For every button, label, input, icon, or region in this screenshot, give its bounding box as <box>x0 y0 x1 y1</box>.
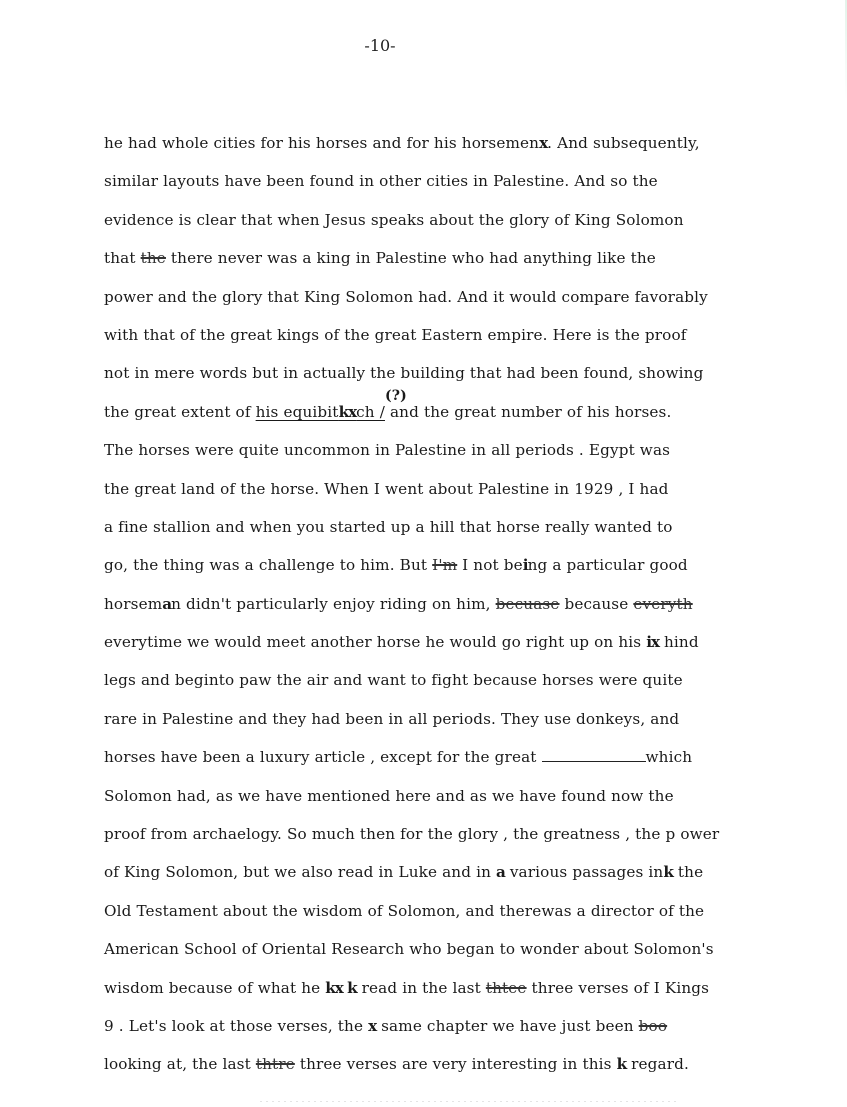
text-segment: evidence is clear that when Jesus speaks about the glory of King Solomon <box>104 210 684 229</box>
text-segment: proof from archaelogy. So much then for the glory , the greatness , the p ower <box>104 825 720 844</box>
text-segment: Solomon had, as we have mentioned here and as we have found now the <box>104 786 674 805</box>
overtyped-correction: ix <box>646 633 660 652</box>
overtyped-correction: k <box>616 1055 627 1074</box>
text-segment: same chapter we have just been <box>376 1016 639 1035</box>
text-segment: looking at, the last <box>104 1055 256 1074</box>
text-line <box>104 937 784 975</box>
text-segment: wisdom because of what he <box>104 978 326 997</box>
text-segment: American School of Oriental Research who began to wonder about Solomon's <box>104 940 714 959</box>
struck-out-text: everyth <box>633 594 693 613</box>
text-line <box>104 630 784 668</box>
text-segment: with that of the great kings of the great Eastern empire. Here is the proof <box>104 325 687 344</box>
overtyped-correction: x <box>368 1016 377 1035</box>
overtyped-correction: i <box>522 556 528 575</box>
overtyped-correction: kx k <box>325 978 357 997</box>
text-segment: horsem <box>104 594 163 613</box>
text-segment: a fine stallion and when you started up a hill that horse really wanted to <box>104 517 673 536</box>
text-line <box>104 1052 784 1090</box>
text-segment: 9 . Let's look at those verses, the <box>104 1016 369 1035</box>
text-segment: the great land of the horse. When I went about Palestine in 1929 , I had <box>104 479 669 498</box>
text-segment: power and the glory that King Solomon had. And it would compare favorably <box>104 287 708 306</box>
page-number: -10- <box>364 36 396 55</box>
text-line <box>104 745 784 783</box>
struck-out-text: thtee <box>485 978 527 997</box>
text-line <box>104 131 784 169</box>
text-segment: three verses of I Kings <box>526 978 710 997</box>
text-segment: the <box>672 863 704 882</box>
text-line <box>104 208 784 246</box>
text-line <box>104 553 784 591</box>
overtyped-correction: kx <box>338 402 357 421</box>
text-segment: horses have been a luxury article , except for the great <box>104 748 542 767</box>
text-line <box>104 976 784 1014</box>
text-segment: ng a particular good <box>527 556 688 575</box>
struck-out-text: boo <box>638 1016 668 1035</box>
text-segment: similar layouts have been found in other cities in Palestine. And so the <box>104 172 658 191</box>
text-line <box>104 899 784 937</box>
text-line <box>104 1014 784 1052</box>
text-line <box>104 387 784 438</box>
text-line <box>104 668 784 706</box>
blank-fill-line <box>542 747 646 762</box>
struck-out-text: thtre <box>255 1055 295 1074</box>
text-line <box>104 361 784 399</box>
text-segment: regard. <box>626 1055 689 1074</box>
text-segment: go, the thing was a challenge to him. But <box>104 556 433 575</box>
text-segment: I not be <box>457 556 523 575</box>
text-segment: there never was a king in Palestine who had anything like the <box>165 249 656 268</box>
text-segment: The horses were quite uncommon in Palestine in all periods . Egypt was <box>104 441 671 460</box>
text-segment: of King Solomon, but we also read in Luke and in <box>104 863 496 882</box>
text-line <box>104 592 784 630</box>
text-segment: and the great number of his horses. <box>384 402 672 421</box>
text-segment: the great extent of <box>104 402 256 421</box>
text-segment: Old Testament about the wisdom of Solomon, and therewas a director of the <box>104 901 705 920</box>
text-segment: not in mere words but in actually the building that had been found, showing <box>104 364 704 383</box>
typewritten-body <box>104 131 784 1091</box>
struck-out-text: I'm <box>432 556 458 575</box>
overtyped-correction: a <box>162 594 172 613</box>
text-segment: he had whole cities for his horses and for his horsemen <box>104 134 540 152</box>
text-segment: hind <box>659 633 699 652</box>
underlined-text: his equibit <box>255 402 339 421</box>
text-segment: read in the last <box>356 978 486 997</box>
text-line <box>104 477 784 515</box>
handwritten-annotation: (?) <box>385 387 407 404</box>
text-segment: which <box>645 748 693 767</box>
text-line <box>104 784 784 822</box>
overtyped-correction: k <box>663 863 673 882</box>
overtyped-correction: a <box>496 863 505 882</box>
text-line <box>104 707 784 745</box>
text-segment: legs and beginto paw the air and want to fight because horses were quite <box>104 671 683 690</box>
text-line <box>104 515 784 553</box>
text-line <box>104 822 784 860</box>
overtyped-correction: x <box>539 134 548 152</box>
text-line <box>104 285 784 323</box>
underlined-text: ch / <box>356 402 385 421</box>
text-line <box>104 169 784 207</box>
text-segment: because <box>559 594 634 613</box>
text-line <box>104 438 784 476</box>
struck-out-text: becuase <box>495 594 560 613</box>
text-segment: n didn't particularly enjoy riding on him, <box>171 594 496 613</box>
text-line <box>104 323 784 361</box>
struck-out-text: the <box>140 249 166 268</box>
text-segment: that <box>104 249 141 268</box>
text-segment: various passages in <box>504 863 664 882</box>
text-line <box>104 860 784 898</box>
text-segment: everytime we would meet another horse he would go right up on his <box>104 633 647 652</box>
text-line <box>104 246 784 284</box>
scan-noise <box>260 1101 680 1102</box>
text-segment: three verses are very interesting in this <box>294 1055 617 1074</box>
text-segment: rare in Palestine and they had been in all periods. They use donkeys, and <box>104 709 680 728</box>
text-segment: . And subsequently, <box>547 134 700 152</box>
